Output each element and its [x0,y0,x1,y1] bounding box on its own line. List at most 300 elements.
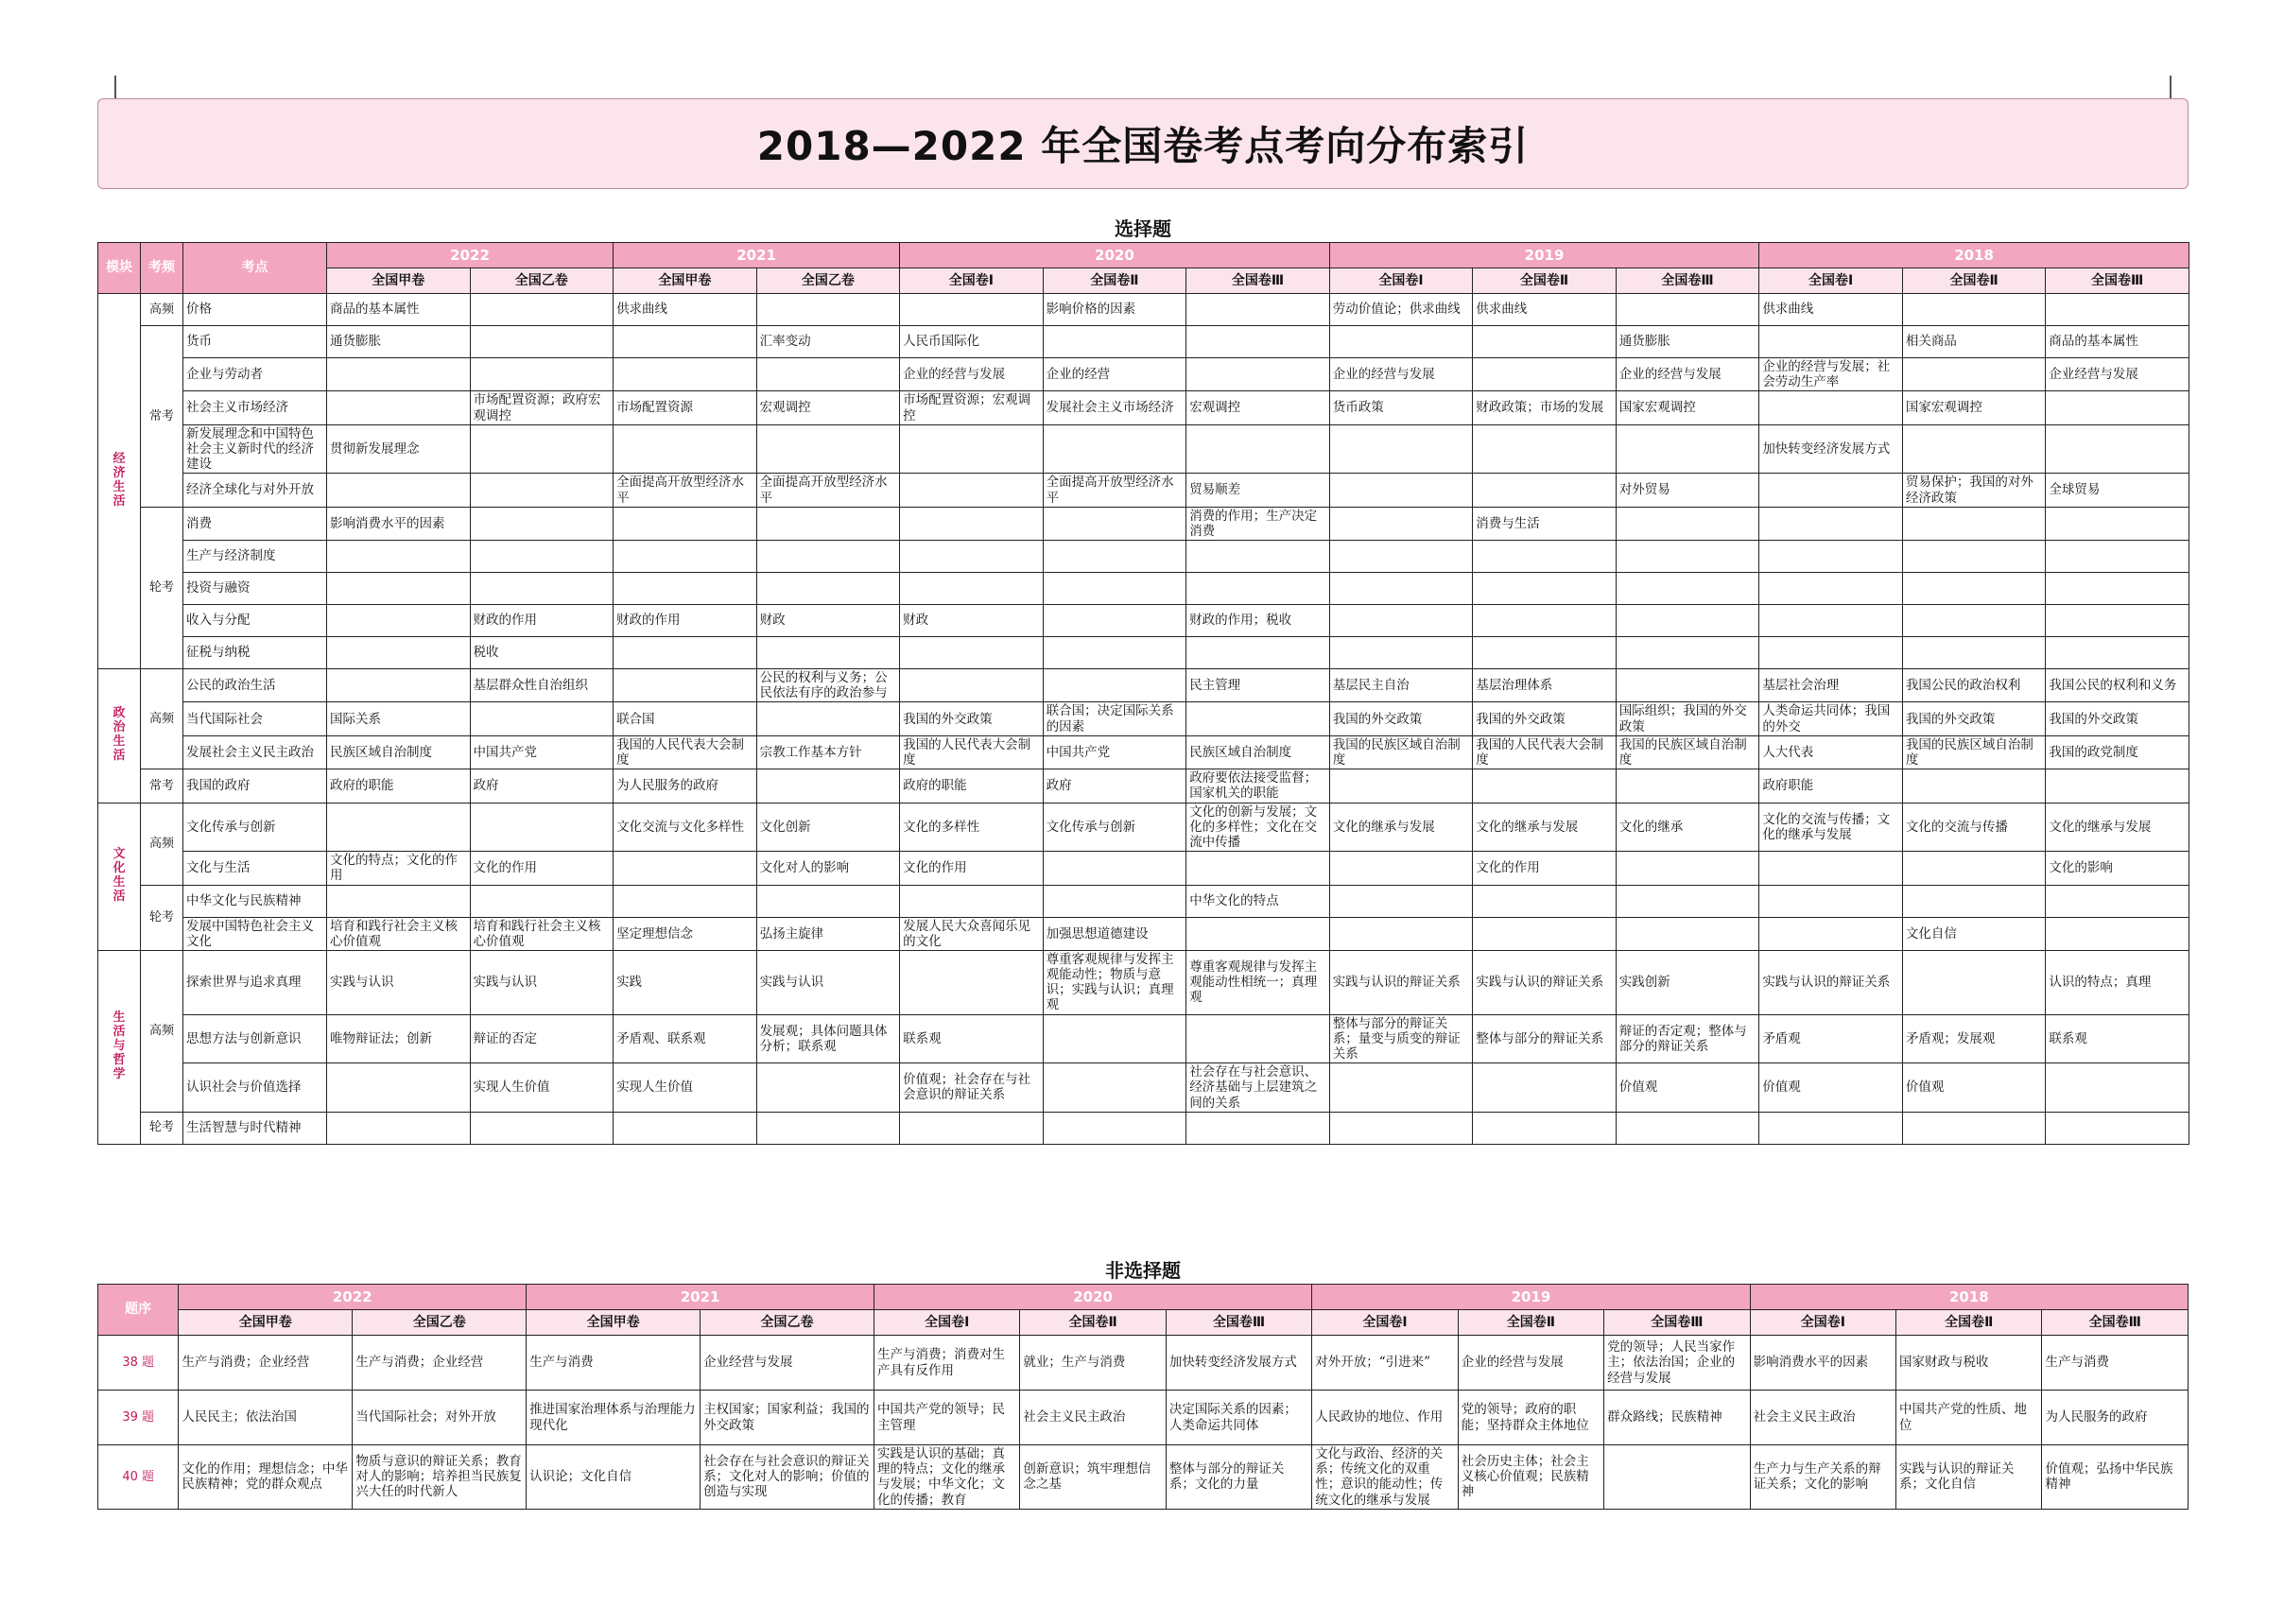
title-banner [97,98,2189,189]
table-cell: 社会历史主体；社会主义核心价值观；民族精神 [1458,1445,1603,1510]
table-cell [1043,1112,1186,1144]
table-cell: 坚定理想信念 [614,917,757,950]
table-cell [1473,424,1617,474]
table-row [98,950,2189,1014]
table-cell: 文化自信 [1902,917,2046,950]
table-cell: 政府 [470,769,614,803]
table-cell [470,358,614,391]
table-cell: 企业的经营与发展；社会劳动生产率 [1759,358,1903,391]
year-header: 2019 [1329,243,1759,268]
table-cell: 企业的经营与发展 [1616,358,1759,391]
exam-point: 货币 [183,326,327,358]
paper-header: 全国卷Ⅲ [2042,1310,2189,1336]
table-cell: 国家宏观调控 [1616,391,1759,424]
table-cell: 民族区域自治制度 [1186,735,1330,769]
table-cell: 尊重客观规律与发挥主观能动性；物质与意识；实践与认识；真理观 [1043,950,1186,1014]
table-cell: 生产与消费 [527,1336,701,1391]
table-cell: 文化创新 [756,803,900,852]
paper-header: 全国卷Ⅰ [1750,1310,1895,1336]
table-cell [900,573,1044,605]
table-cell: 实现人生价值 [614,1063,757,1113]
table-cell: 文化的交流与传播 [1902,803,2046,852]
table-cell: 劳动价值论；供求曲线 [1329,294,1473,326]
table-cell [1473,541,1617,573]
table-cell [1043,637,1186,669]
table-cell [2046,637,2189,669]
table-cell [1902,541,2046,573]
table-cell: 生产与消费；企业经营 [179,1336,353,1391]
table-cell: 通货膨胀 [1616,326,1759,358]
table-cell [756,702,900,735]
table-row [98,1391,2189,1445]
table-cell [1616,885,1759,917]
table-cell [1186,637,1330,669]
table-cell: 文化的继承与发展 [2046,803,2189,852]
exam-point: 经济全球化与对外开放 [183,474,327,507]
table-cell [1186,294,1330,326]
paper-header: 全国乙卷 [353,1310,527,1336]
table-cell [1043,1063,1186,1113]
table-cell [1473,573,1617,605]
table-cell: 我国的外交政策 [1329,702,1473,735]
table-cell: 全面提高开放型经济水平 [756,474,900,507]
table-cell [756,769,900,803]
table-cell: 我国的人民代表大会制度 [1473,735,1617,769]
table-cell: 全面提高开放型经济水平 [1043,474,1186,507]
table-row [98,326,2189,358]
table-cell: 货币政策 [1329,391,1473,424]
table-cell: 实践与认识的辩证关系；文化自信 [1896,1445,2042,1510]
table-cell: 基层治理体系 [1473,669,1617,702]
table-cell: 为人民服务的政府 [2042,1391,2189,1445]
table-cell [756,294,900,326]
table-cell: 商品的基本属性 [327,294,471,326]
question-number: 40 题 [98,1445,179,1510]
table-cell [1473,1112,1617,1144]
table-cell: 实践与认识 [327,950,471,1014]
table-cell: 政府职能 [1759,769,1903,803]
table-cell [1043,541,1186,573]
table-cell: 文化的作用 [1473,852,1617,885]
table-cell: 联系观 [2046,1014,2189,1063]
table-cell: 加强思想道德建设 [1043,917,1186,950]
table-cell: 中国共产党的领导；民主管理 [874,1391,1019,1445]
table-cell [900,507,1044,540]
table-cell [1043,605,1186,637]
table-row [98,507,2189,540]
frequency-label: 轮考 [141,507,183,668]
table-cell [756,573,900,605]
exam-point: 消费 [183,507,327,540]
table-cell: 文化的继承与发展 [1473,803,1617,852]
table-cell [900,950,1044,1014]
table-cell [614,424,757,474]
paper-header: 全国甲卷 [327,268,471,294]
frequency-label: 常考 [141,769,183,803]
table-cell: 影响价格的因素 [1043,294,1186,326]
table-cell: 企业的经营与发展 [1458,1336,1603,1391]
header-frequency: 考频 [141,243,183,294]
header-module: 模块 [98,243,141,294]
table-cell: 财政的作用 [614,605,757,637]
year-header: 2022 [179,1285,527,1310]
module-name: 经济生活 [112,452,126,509]
table-cell: 政府 [1043,769,1186,803]
table-cell: 实践与认识的辩证关系 [1329,950,1473,1014]
table-cell: 文化的作用；理想信念；中华民族精神；党的群众观点 [179,1445,353,1510]
table-row [98,1445,2189,1510]
table-cell: 生产与消费 [2042,1336,2189,1391]
table-cell: 人民币国际化 [900,326,1044,358]
table-cell [2046,424,2189,474]
table-cell [1329,573,1473,605]
exam-point: 生产与经济制度 [183,541,327,573]
table-cell [1759,573,1903,605]
table-cell: 我国公民的政治权利 [1902,669,2046,702]
paper-header: 全国卷Ⅲ [1616,268,1759,294]
table-cell [900,669,1044,702]
module-label [98,803,141,950]
table-cell: 为人民服务的政府 [614,769,757,803]
table-cell [2046,885,2189,917]
table-cell [1902,507,2046,540]
table-cell: 联合国；决定国际关系的因素 [1043,702,1186,735]
table-cell [614,541,757,573]
paper-header: 全国卷Ⅰ [874,1310,1019,1336]
table-cell [1616,769,1759,803]
table-cell [1043,326,1186,358]
table-cell: 群众路线；民族精神 [1604,1391,1750,1445]
table-row [98,852,2189,885]
table-cell: 加快转变经济发展方式 [1166,1336,1311,1391]
table-row [98,917,2189,950]
table-cell [756,637,900,669]
table-cell [1759,852,1903,885]
table-cell: 企业经营与发展 [2046,358,2189,391]
table-cell: 全面提高开放型经济水平 [614,474,757,507]
table-cell [327,1063,471,1113]
table-cell [1186,1112,1330,1144]
table-cell: 影响消费水平的因素 [1750,1336,1895,1391]
exam-point: 探索世界与追求真理 [183,950,327,1014]
table-cell: 相关商品 [1902,326,2046,358]
table-cell: 矛盾观；发展观 [1902,1014,2046,1063]
frequency-label: 轮考 [141,1112,183,1144]
table-cell [470,326,614,358]
table-cell: 发展观；具体问题具体分析；联系观 [756,1014,900,1063]
table-cell: 加快转变经济发展方式 [1759,424,1903,474]
table-cell: 联系观 [900,1014,1044,1063]
table-row [98,391,2189,424]
table-cell [1186,702,1330,735]
table-cell: 价值观；社会存在与社会意识的辩证关系 [900,1063,1044,1113]
table-cell [1759,917,1903,950]
exam-point: 当代国际社会 [183,702,327,735]
table-cell: 社会主义民主政治 [1750,1391,1895,1445]
table-cell [1043,424,1186,474]
table-cell [470,1112,614,1144]
table-row [98,294,2189,326]
table-cell [1902,573,2046,605]
table-cell: 企业的经营与发展 [1329,358,1473,391]
table-cell [1329,1063,1473,1113]
exam-point: 企业与劳动者 [183,358,327,391]
paper-header: 全国卷Ⅱ [1043,268,1186,294]
table-cell: 我国公民的权利和义务 [2046,669,2189,702]
table-cell [1329,637,1473,669]
table-cell: 人大代表 [1759,735,1903,769]
choice-section-title: 选择题 [1115,217,1171,240]
table-cell: 国家宏观调控 [1902,391,2046,424]
table-cell [470,507,614,540]
table-row [98,541,2189,573]
year-header: 2018 [1750,1285,2188,1310]
table-cell: 财政的作用 [470,605,614,637]
exam-point: 新发展理念和中国特色社会主义新时代的经济建设 [183,424,327,474]
table-cell [900,424,1044,474]
table-cell [2046,1112,2189,1144]
table-cell: 弘扬主旋律 [756,917,900,950]
module-label [98,950,141,1144]
table-cell [1616,1112,1759,1144]
table-cell [1902,605,2046,637]
table-cell: 实践与认识的辩证关系 [1473,950,1617,1014]
table-cell [1329,917,1473,950]
table-cell: 唯物辩证法；创新 [327,1014,471,1063]
table-cell [2046,917,2189,950]
year-header: 2020 [900,243,1330,268]
table-cell [614,358,757,391]
table-cell: 国际组织；我国的外交政策 [1616,702,1759,735]
table-cell: 政府的职能 [327,769,471,803]
module-name: 文化生活 [112,847,126,905]
table-cell: 发展人民大众喜闻乐见的文化 [900,917,1044,950]
table-cell: 决定国际关系的因素；人类命运共同体 [1166,1391,1311,1445]
table-cell [1329,1112,1473,1144]
table-cell [900,474,1044,507]
table-cell: 宏观调控 [756,391,900,424]
table-cell [1902,424,2046,474]
table-cell: 文化的交流与传播；文化的继承与发展 [1759,803,1903,852]
table-cell: 实现人生价值 [470,1063,614,1113]
table-cell: 企业的经营与发展 [900,358,1044,391]
table-cell: 实践创新 [1616,950,1759,1014]
table-cell: 我国的人民代表大会制度 [614,735,757,769]
table-cell [1616,507,1759,540]
table-cell [327,803,471,852]
table-cell [1604,1445,1750,1510]
nonchoice-section-title: 非选择题 [1105,1259,1181,1282]
table-cell [1616,424,1759,474]
table-cell: 公民的权利与义务；公民依法有序的政治参与 [756,669,900,702]
table-cell [327,605,471,637]
paper-header: 全国卷Ⅰ [1329,268,1473,294]
table-cell [1473,637,1617,669]
question-number: 38 题 [98,1336,179,1391]
paper-header: 全国卷Ⅱ [1020,1310,1166,1336]
table-cell [1902,1112,2046,1144]
table-cell [1902,852,2046,885]
table-cell: 全球贸易 [2046,474,2189,507]
table-cell: 贸易保护；我国的对外经济政策 [1902,474,2046,507]
paper-header: 全国乙卷 [470,268,614,294]
table-cell [1759,541,1903,573]
table-cell [1473,326,1617,358]
table-cell: 市场配置资源；政府宏观调控 [470,391,614,424]
table-cell [1329,507,1473,540]
table-cell: 宏观调控 [1186,391,1330,424]
year-header: 2021 [614,243,900,268]
table-cell: 贸易顺差 [1186,474,1330,507]
table-cell [1759,1112,1903,1144]
table-cell [756,507,900,540]
table-cell: 整体与部分的辩证关系；文化的力量 [1166,1445,1311,1510]
table-cell [1473,917,1617,950]
table-cell: 实践与认识 [470,950,614,1014]
table-cell: 文化的特点；文化的作用 [327,852,471,885]
table-cell [1616,852,1759,885]
frequency-label: 高频 [141,950,183,1112]
table-cell: 社会主义民主政治 [1020,1391,1166,1445]
table-cell [1902,294,2046,326]
paper-header: 全国卷Ⅲ [1166,1310,1311,1336]
paper-header: 全国乙卷 [701,1310,874,1336]
header-question-order: 题序 [98,1285,179,1336]
year-header: 2021 [527,1285,874,1310]
frequency-label: 高频 [141,803,183,885]
table-cell: 文化的多样性 [900,803,1044,852]
table-cell [900,885,1044,917]
table-cell: 认识论；文化自信 [527,1445,701,1510]
year-header: 2019 [1312,1285,1750,1310]
table-cell: 实践 [614,950,757,1014]
table-cell: 税收 [470,637,614,669]
table-cell [1329,326,1473,358]
table-cell: 市场配置资源；宏观调控 [900,391,1044,424]
table-cell: 国家财政与税收 [1896,1336,2042,1391]
table-cell [1616,637,1759,669]
table-cell: 企业的经营 [1043,358,1186,391]
table-cell [1902,637,2046,669]
table-cell: 物质与意识的辩证关系；教育对人的影响；培养担当民族复兴大任的时代新人 [353,1445,527,1510]
exam-point: 思想方法与创新意识 [183,1014,327,1063]
table-cell: 市场配置资源 [614,391,757,424]
table-cell: 我国的民族区域自治制度 [1902,735,2046,769]
table-cell [900,637,1044,669]
paper-header: 全国卷Ⅱ [1458,1310,1603,1336]
table-row [98,885,2189,917]
table-cell: 文化对人的影响 [756,852,900,885]
paper-header: 全国乙卷 [756,268,900,294]
table-cell [470,541,614,573]
exam-point: 收入与分配 [183,605,327,637]
table-cell: 矛盾观、联系观 [614,1014,757,1063]
year-header: 2018 [1759,243,2189,268]
table-cell: 我国的外交政策 [1902,702,2046,735]
table-cell [470,474,614,507]
table-cell: 文化的继承 [1616,803,1759,852]
exam-point: 社会主义市场经济 [183,391,327,424]
exam-point: 价格 [183,294,327,326]
table-cell [1186,424,1330,474]
table-cell [327,1112,471,1144]
table-cell [1616,669,1759,702]
module-label [98,669,141,803]
exam-point: 文化传承与创新 [183,803,327,852]
nonchoice-table [97,1284,2189,1510]
table-cell [614,1112,757,1144]
module-label [98,294,141,669]
table-cell: 汇率变动 [756,326,900,358]
table-cell: 宗教工作基本方针 [756,735,900,769]
table-cell: 我国的外交政策 [900,702,1044,735]
table-cell [1473,769,1617,803]
table-cell [327,358,471,391]
table-cell [1473,358,1617,391]
table-cell [2046,769,2189,803]
table-cell: 供求曲线 [1473,294,1617,326]
table-cell [614,669,757,702]
table-cell: 文化的继承与发展 [1329,803,1473,852]
paper-header: 全国卷Ⅱ [1902,268,2046,294]
table-cell: 当代国际社会；对外开放 [353,1391,527,1445]
table-cell [756,424,900,474]
year-header: 2020 [874,1285,1311,1310]
exam-point: 生活智慧与时代精神 [183,1112,327,1144]
table-cell [614,573,757,605]
table-row [98,1112,2189,1144]
table-cell [1759,637,1903,669]
table-cell [2046,605,2189,637]
table-cell: 党的领导；政府的职能；坚持群众主体地位 [1458,1391,1603,1445]
table-row [98,769,2189,803]
table-cell [1186,573,1330,605]
table-cell [470,803,614,852]
paper-header: 全国甲卷 [614,268,757,294]
exam-point: 文化与生活 [183,852,327,885]
table-cell [1329,424,1473,474]
table-cell [1186,917,1330,950]
module-name: 生活与哲学 [112,1011,126,1082]
year-header: 2022 [327,243,614,268]
table-cell: 辩证的否定观；整体与部分的辩证关系 [1616,1014,1759,1063]
table-cell [1043,1014,1186,1063]
table-cell: 通货膨胀 [327,326,471,358]
table-cell [1186,852,1330,885]
table-cell [1329,852,1473,885]
table-cell: 文化的作用 [470,852,614,885]
table-cell: 创新意识；筑牢理想信念之基 [1020,1445,1166,1510]
paper-header: 全国卷Ⅰ [1759,268,1903,294]
table-cell: 我国的民族区域自治制度 [1616,735,1759,769]
table-cell: 尊重客观规律与发挥主观能动性相统一；真理观 [1186,950,1330,1014]
paper-header: 全国甲卷 [179,1310,353,1336]
table-cell: 社会存在与社会意识、经济基础与上层建筑之间的关系 [1186,1063,1330,1113]
module-name: 政治生活 [112,706,126,764]
table-cell [327,391,471,424]
table-cell: 我国的民族区域自治制度 [1329,735,1473,769]
table-cell [470,702,614,735]
table-cell: 发展社会主义市场经济 [1043,391,1186,424]
table-cell [1473,605,1617,637]
table-cell [2046,391,2189,424]
table-cell: 供求曲线 [1759,294,1903,326]
table-cell [1473,1063,1617,1113]
table-cell [1043,885,1186,917]
table-cell [756,358,900,391]
table-cell [2046,573,2189,605]
table-cell [1329,769,1473,803]
